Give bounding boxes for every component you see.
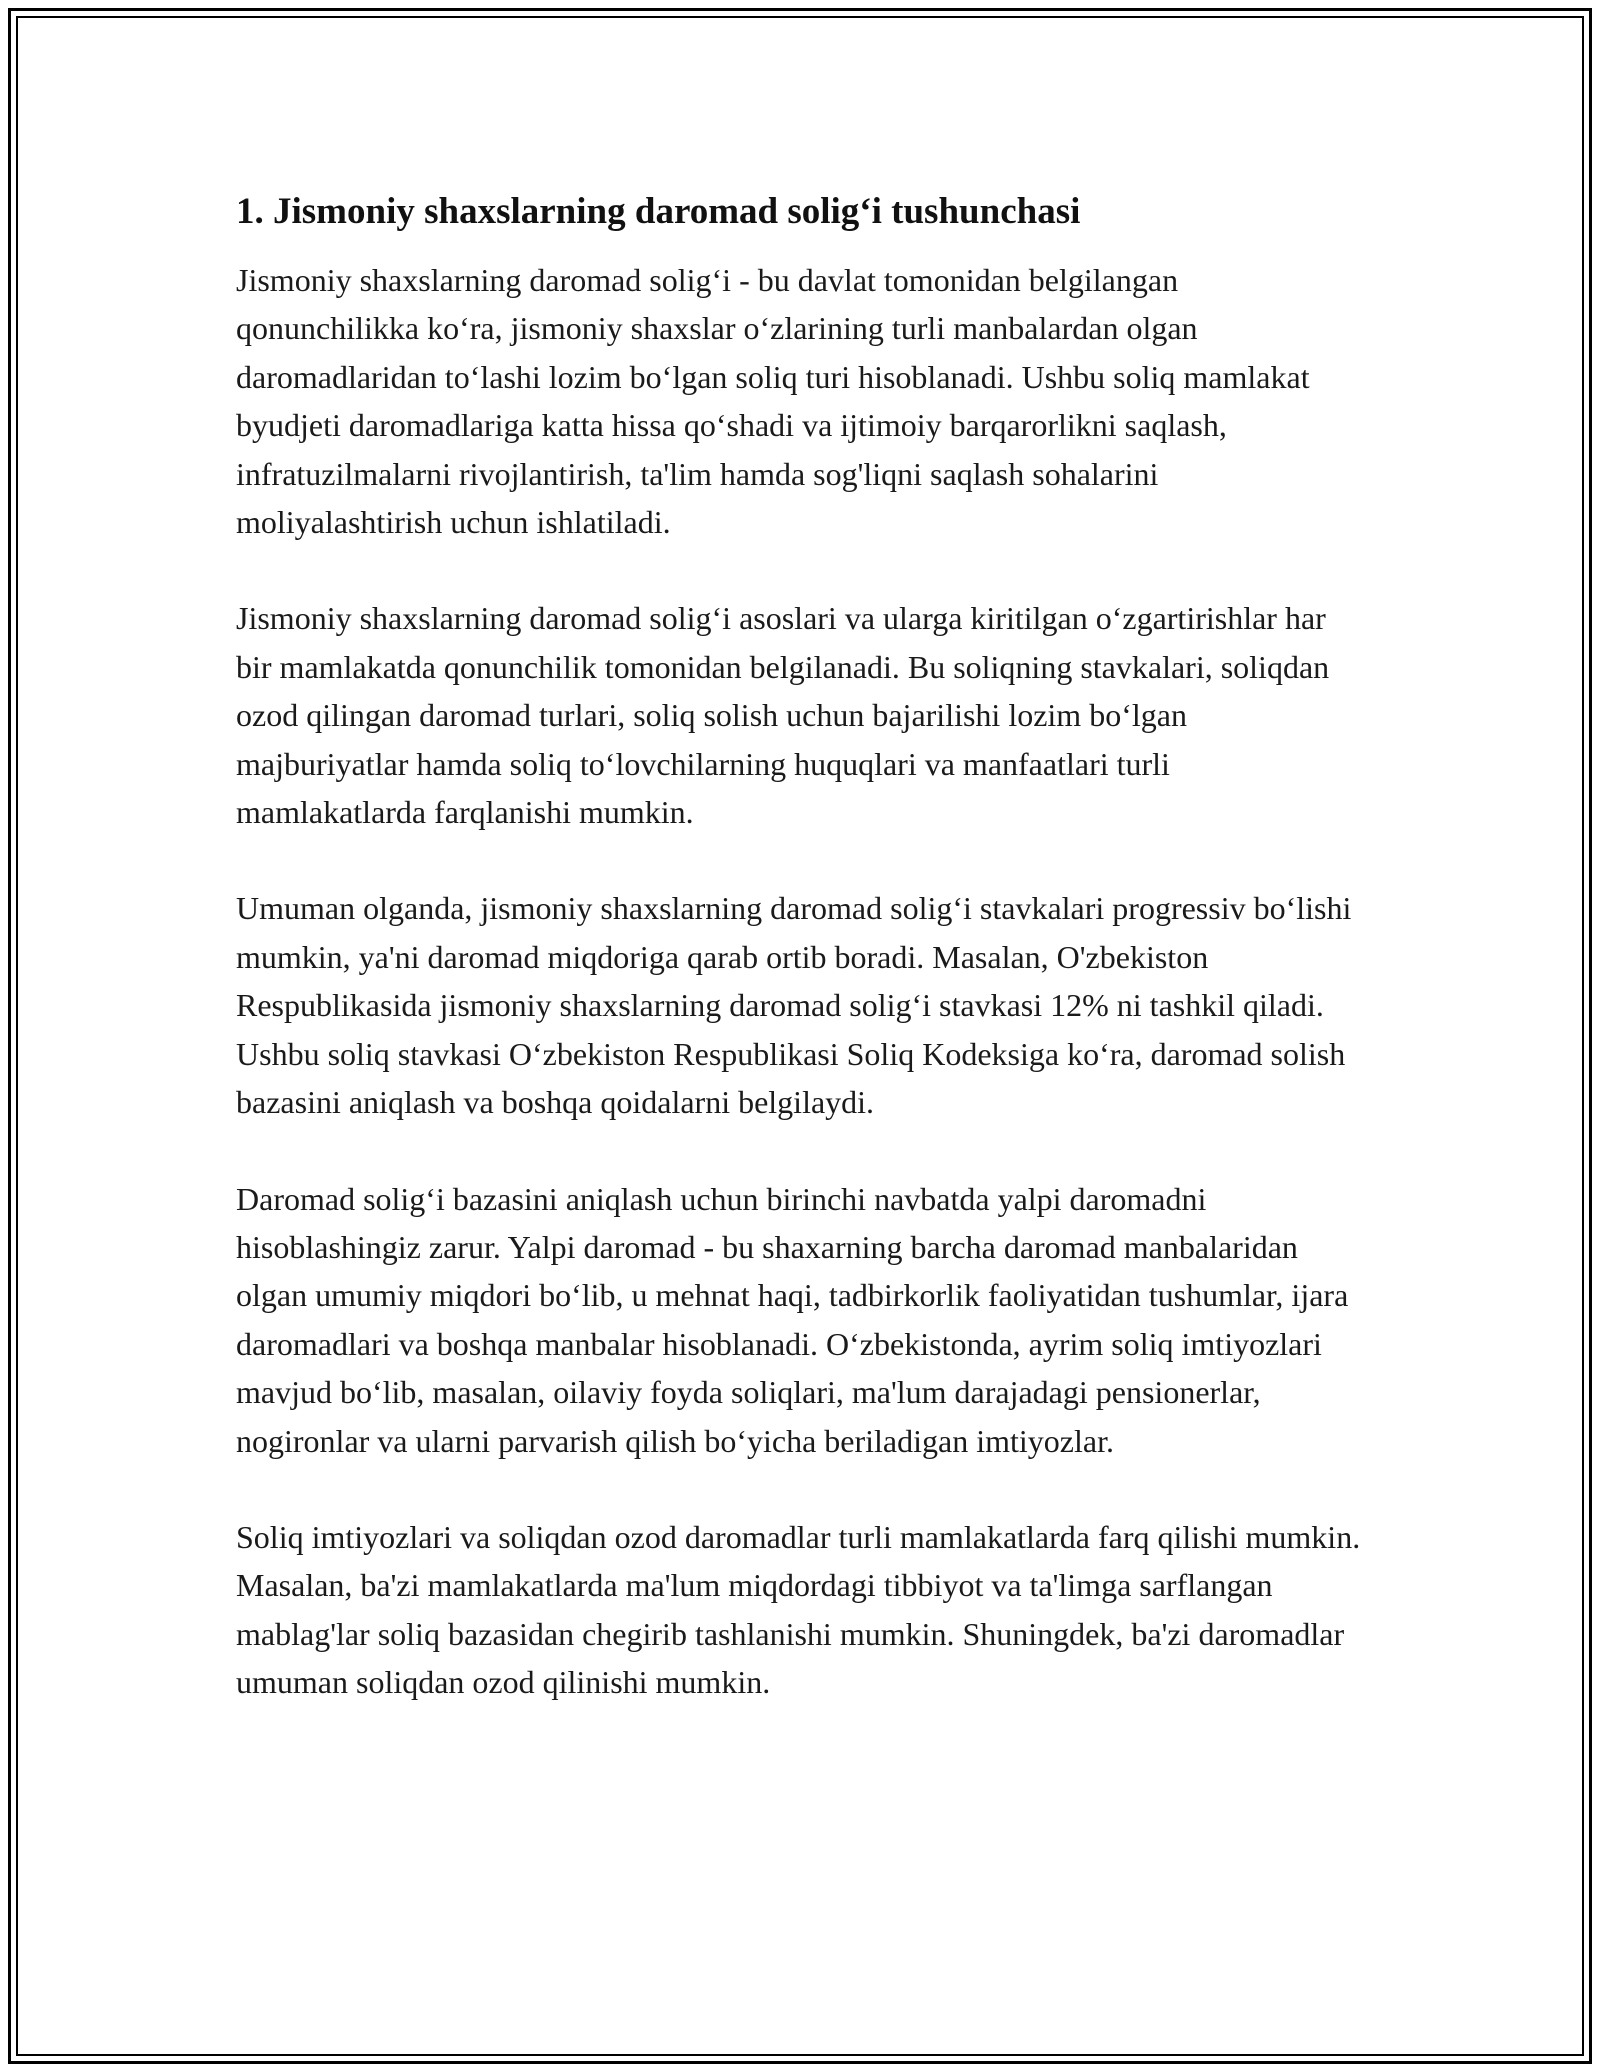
paragraph-2: Jismoniy shaxslarning daromad solig‘i asoslari va ularga kiritilgan o‘zgartirishlar har bir mamlakatda qonunchilik tomonidan belgilanadi. Bu soliqning stavkalari, soliqdan ozod qilingan daromad turlari, soliq solish uchun bajarilishi lozim bo‘lgan majburiyatlar hamda soliq to‘lovchilarning huquqlari va manfaatlari turli mamlakatlarda farqlanishi mumkin. [236, 600, 1330, 831]
paragraph-3: Umuman olganda, jismoniy shaxslarning daromad solig‘i stavkalari progressiv bo‘lishi mumkin, ya'ni daromad miqdoriga qarab ortib boradi. Masalan, O'zbekiston Respublikasida jismoniy shaxslarning daromad solig‘i stavkasi 12% ni tashkil qiladi. Ushbu soliq stavkasi O‘zbekiston Respublikasi Soliq Kodeksiga ko‘ra, daromad solish bazasini aniqlash va boshqa qoidalarni belgilaydi. [236, 890, 1352, 1121]
paragraph-4: Daromad solig‘i bazasini aniqlash uchun birinchi navbatda yalpi daromadni hisoblashingiz zarur. Yalpi daromad - bu shaxarning barcha daromad manbalaridan olgan umumiy miqdori bo‘lib, u mehnat haqi, tadbirkorlik faoliyatidan tushumlar, ijara daromadlari va boshqa manbalar hisoblanadi. O‘zbekistonda, ayrim soliq imtiyozlari mavjud bo‘lib, masalan, oilaviy foyda soliqlari, ma'lum darajadagi pensionerlar, nogironlar va ularni parvarish qilish bo‘yicha beriladigan imtiyozlar. [236, 1180, 1349, 1459]
paragraph-1: Jismoniy shaxslarning daromad solig‘i - bu davlat tomonidan belgilangan qonunchilikka ko‘ra, jismoniy shaxslar o‘zlarining turli manbalardan olgan daromadlaridan to‘lashi lozim bo‘lgan soliq turi hisoblanadi. Ushbu soliq mamlakat byudjeti daromadlariga katta hissa qo‘shadi va ijtimoiy barqarorlikni saqlash, infratuzilmalarni rivojlantirish, ta'lim hamda sog'liqni saqlash sohalarini moliyalashtirish uchun ishlatiladi. [236, 262, 1310, 541]
document-body [236, 188, 1366, 1755]
section-heading: 1. Jismoniy shaxslarning daromad solig‘i tushunchasi [236, 191, 1081, 232]
paragraph-5: Soliq imtiyozlari va soliqdan ozod daromadlar turli mamlakatlarda farq qilishi mumkin. Masalan, ba'zi mamlakatlarda ma'lum miqdordagi tibbiyot va ta'limga sarflangan mablag'lar soliq bazasidan chegirib tashlanishi mumkin. Shuningdek, ba'zi daromadlar umuman soliqdan ozod qilinishi mumkin. [236, 1518, 1361, 1701]
